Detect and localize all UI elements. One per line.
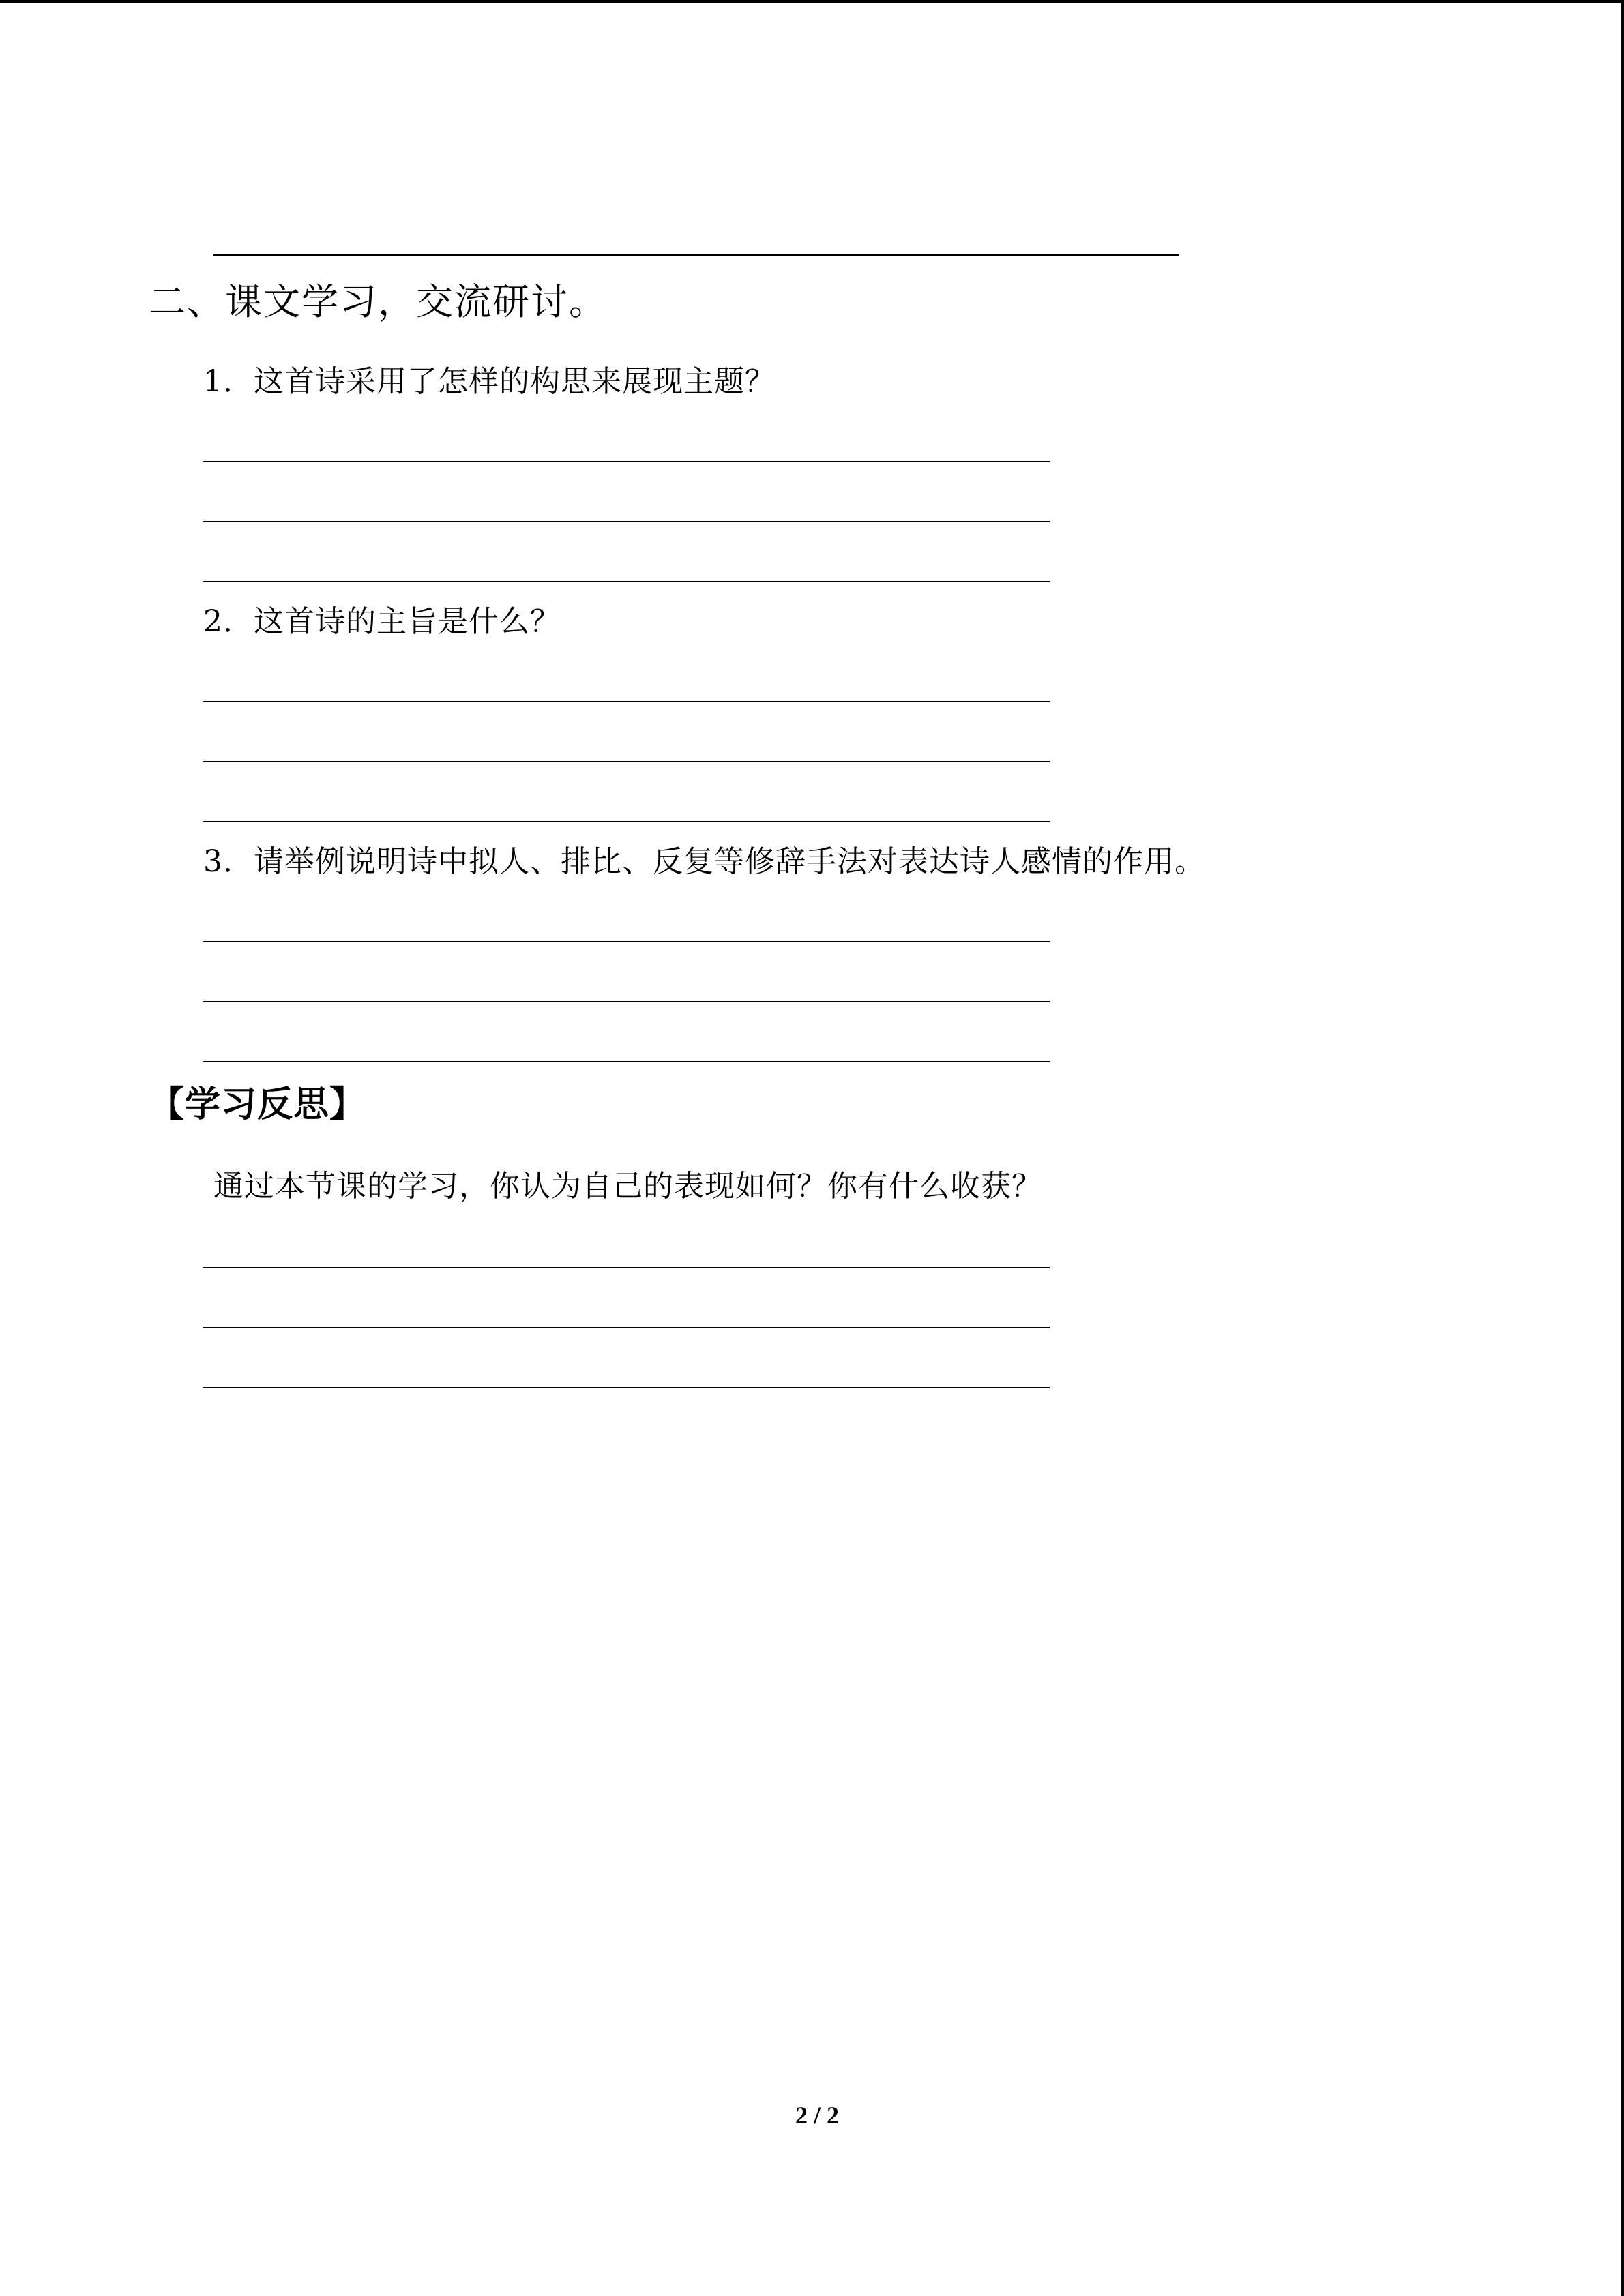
page-number: 2 / 2 xyxy=(795,2102,840,2129)
answer-line-q2-2[interactable] xyxy=(203,761,1050,762)
section-heading: 二、课文学习，交流研讨。 xyxy=(149,280,607,323)
answer-line-q2-3[interactable] xyxy=(203,821,1050,822)
question-2: 2．这首诗的主旨是什么？ xyxy=(203,604,561,639)
answer-line-reflection-2[interactable] xyxy=(203,1327,1050,1328)
answer-line-q1-2[interactable] xyxy=(203,521,1050,522)
answer-line-reflection-3[interactable] xyxy=(203,1387,1050,1388)
reflection-title: 【学习反思】 xyxy=(149,1084,366,1125)
question-1: 1．这首诗采用了怎样的构思来展现主题？ xyxy=(203,364,776,399)
answer-line-q3-3[interactable] xyxy=(203,1061,1050,1062)
answer-line-q2-1[interactable] xyxy=(203,701,1050,702)
reflection-prompt: 通过本节课的学习，你认为自己的表现如何？你有什么收获？ xyxy=(213,1169,1042,1204)
question-3: 3．请举例说明诗中拟人、排比、反复等修辞手法对表达诗人感情的作用。 xyxy=(203,844,1205,879)
answer-line-q3-1[interactable] xyxy=(203,941,1050,942)
answer-line-q3-2[interactable] xyxy=(203,1001,1050,1002)
answer-line-previous[interactable] xyxy=(213,254,1179,256)
answer-line-reflection-1[interactable] xyxy=(203,1267,1050,1268)
answer-line-q1-1[interactable] xyxy=(203,461,1050,462)
answer-line-q1-3[interactable] xyxy=(203,581,1050,582)
